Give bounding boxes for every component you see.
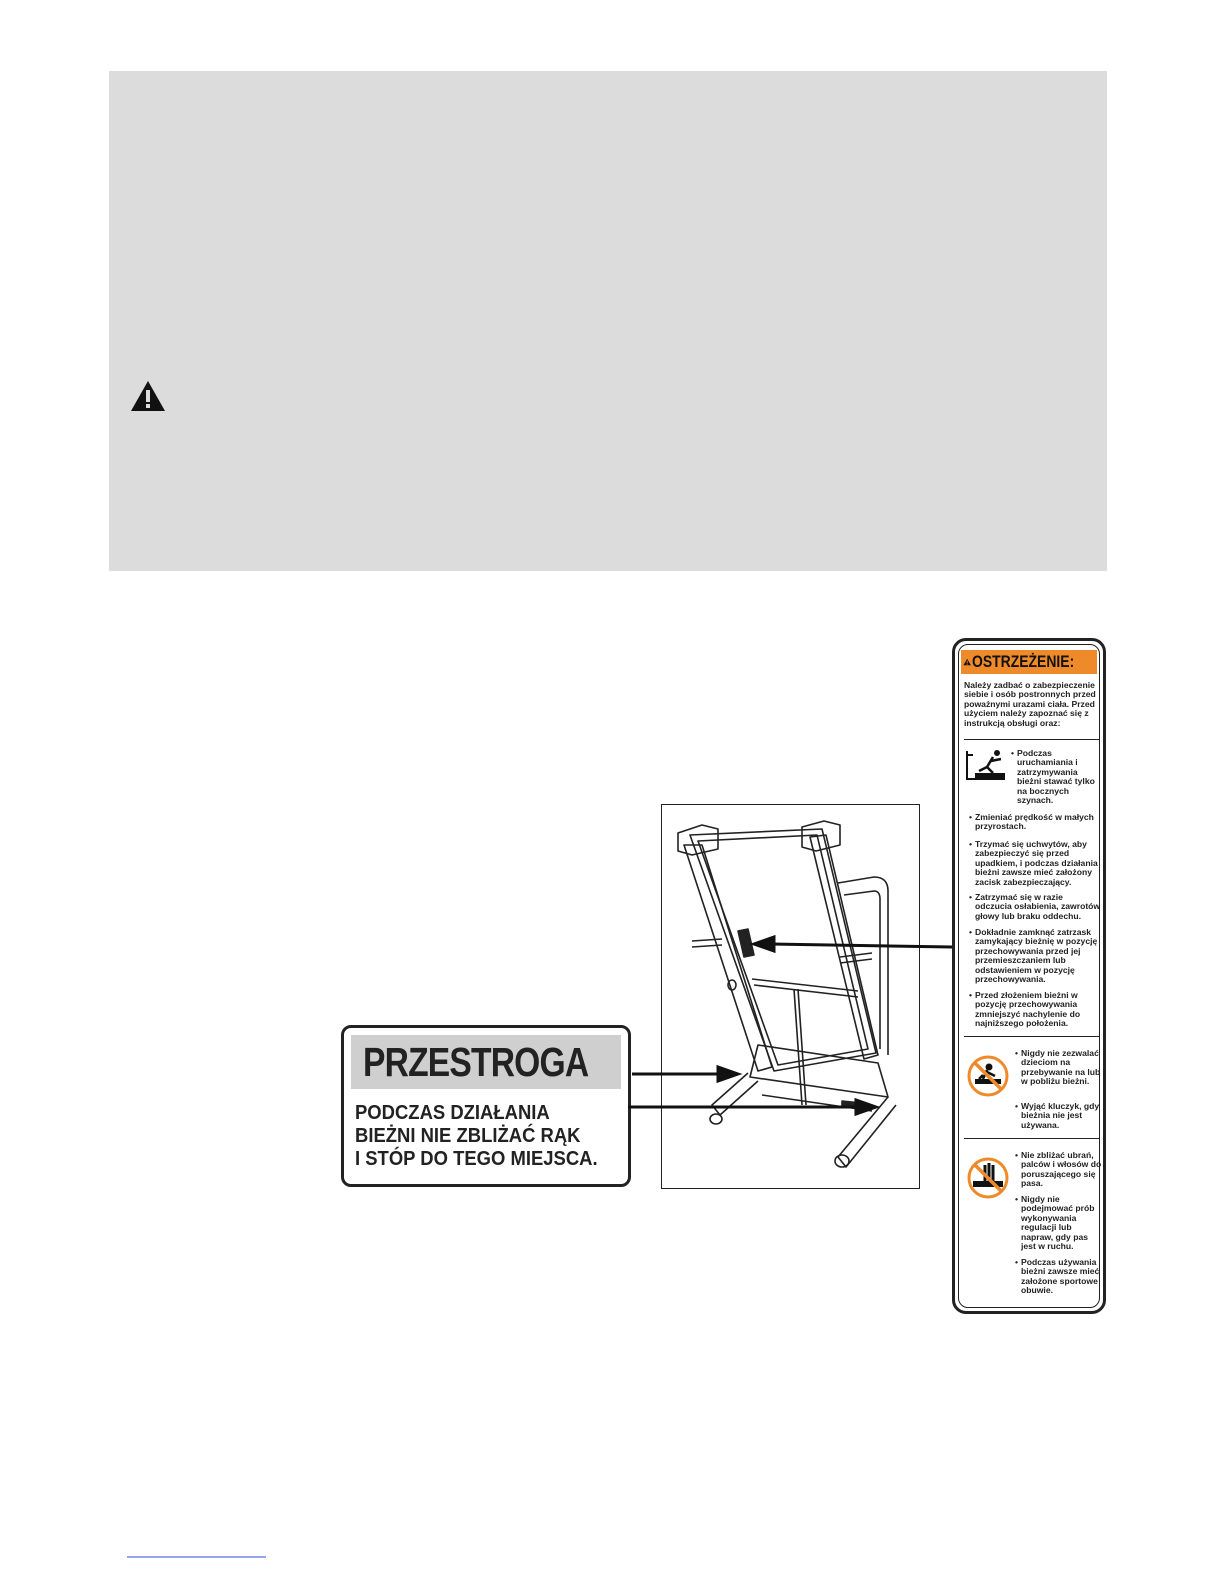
warning-bullet: • Podczas uruchamiania i zatrzymywania bieżni stawać tylko na bocznych szynach. [1011,748,1095,806]
warning-bullet: • Zmieniać prędkość w małych przyrostach. [969,812,1094,832]
warning-bullet: • Przed złożeniem bieżni w pozycję przechowywania zmniejszyć nachylenie do najniższego położenia. [969,990,1081,1029]
caution-line: I STÓP DO TEGO MIEJSCA. [355,1147,598,1170]
warning-header [961,650,1097,674]
no-hands-near-belt-icon [967,1157,1009,1199]
warning-bullet: • Trzymać się uchwytów, aby zabezpieczyć się przed upadkiem, i podczas działania bieżni zawsze mieć założony zacisk zabezpieczający. [969,839,1098,887]
caution-title: PRZESTROGA [363,1038,589,1085]
warning-bullet: • Podczas używania bieżni zawsze mieć założone sportowe obuwie. [1015,1257,1100,1296]
warning-bullet: • Nigdy nie zezwalać dzieciom na przebywanie na lub w pobliżu bieżni. [1015,1048,1101,1087]
warning-title: OSTRZEŻENIE: [972,652,1075,671]
warning-bullet: • Zatrzymać się w razie odczucia osłabienia, zawrotów głowy lub braku oddechu. [969,892,1101,921]
no-children-icon [967,1055,1009,1097]
caution-line: BIEŻNI NIE ZBLIŻAĆ RĄK [355,1124,581,1147]
warning-bullet: • Nigdy nie podejmować prób wykonywania regulacji lub napraw, gdy pas jest w ruchu. [1015,1194,1095,1252]
warning-bullet: • Dokładnie zamknąć zatrzask zamykający bieżnię w pozycję przechowywania przed jej przemieszczaniem lub odstawieniem w pozycję przechowywania. [969,927,1098,985]
warning-decal [952,638,1106,1314]
warning-intro: Należy zadbać o zabezpieczenie siebie i osób postronnych przed poważnymi urazami ciała. Przed użyciem należy zapoznać się z instrukcją obsługi oraz: [964,680,1096,728]
warning-triangle-icon [963,654,971,670]
caution-line: PODCZAS DZIAŁANIA [355,1101,550,1124]
divider [964,1138,1100,1139]
side-rail-stepping-icon [963,747,1009,783]
warning-bullet: • Nie zbliżać ubrań, palców i włosów do poruszającego się pasa. [1015,1150,1102,1189]
divider [964,739,1100,740]
warning-bullet: • Wyjąć kluczyk, gdy bieżnia nie jest używana. [1015,1101,1100,1130]
divider [964,1036,1100,1037]
